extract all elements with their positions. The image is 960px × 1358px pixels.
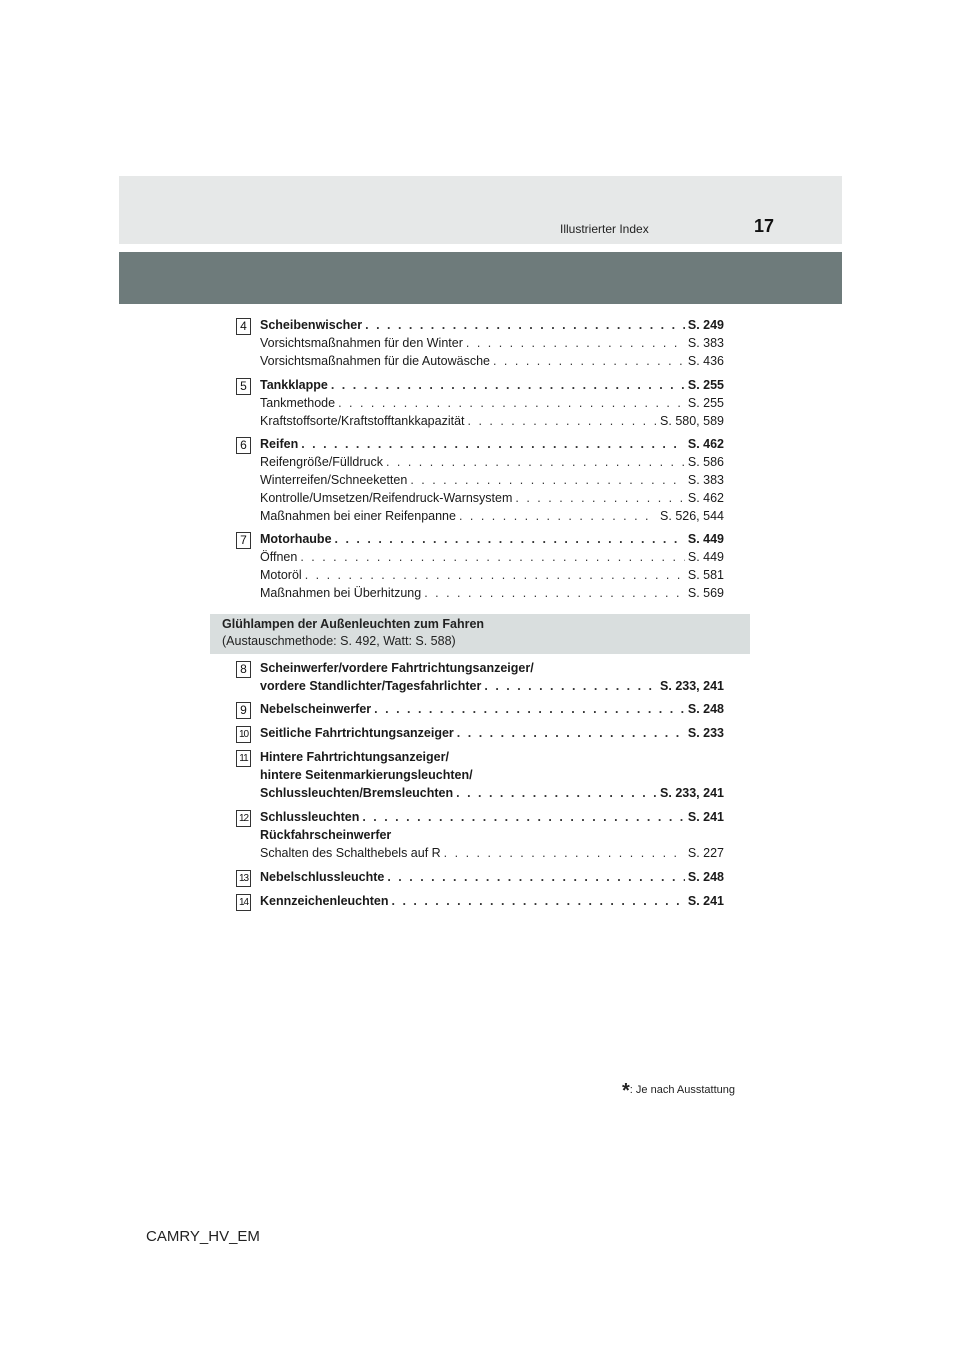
index-term: Maßnahmen bei einer Reifenpanne [260, 509, 456, 523]
index-line [260, 396, 724, 414]
index-term: Öffnen [260, 550, 298, 564]
index-group [240, 702, 724, 720]
leader-dots [493, 354, 685, 368]
page-reference[interactable]: S. 462 [687, 491, 724, 505]
page-reference[interactable]: S. 449 [687, 532, 724, 546]
leader-dots [387, 870, 685, 884]
index-line [260, 568, 724, 586]
index-term: Seitliche Fahrtrichtungsanzeiger [260, 726, 454, 740]
page-reference[interactable]: S. 241 [687, 894, 724, 908]
index-line [260, 786, 724, 804]
index-term: Winterreifen/Schneeketten [260, 473, 408, 487]
leader-dots [362, 810, 685, 824]
leader-dots [484, 679, 657, 693]
index-term: Nebelschlussleuchte [260, 870, 385, 884]
index-line [260, 894, 724, 912]
index-line [260, 810, 724, 828]
item-number-badge: 4 [236, 318, 251, 335]
index-line [260, 354, 724, 372]
leader-dots [515, 491, 684, 505]
leader-dots [338, 396, 685, 410]
leader-dots [456, 786, 657, 800]
page-reference[interactable]: S. 241 [687, 810, 724, 824]
index-group [240, 437, 724, 527]
page-reference[interactable]: S. 462 [687, 437, 724, 451]
index-line [260, 679, 724, 697]
index-group [238, 810, 724, 864]
footnote-star: * [622, 1080, 630, 1102]
index-line [260, 870, 724, 888]
index-line [260, 509, 724, 527]
footnote-text: : Je nach Ausstattung [629, 1084, 735, 1096]
page-reference[interactable]: S. 255 [687, 378, 724, 392]
index-line [260, 768, 724, 786]
index-term: Nebelscheinwerfer [260, 702, 372, 716]
index-term: hintere Seitenmarkierungsleuchten/ [260, 768, 473, 782]
index-line [260, 336, 724, 354]
index-term: Maßnahmen bei Überhitzung [260, 586, 422, 600]
index-term: Hintere Fahrtrichtungsanzeiger/ [260, 750, 449, 764]
leader-dots [410, 473, 685, 487]
leader-dots [466, 336, 685, 350]
page-reference[interactable]: S. 581 [687, 568, 724, 582]
leader-dots [335, 532, 685, 546]
index-line [260, 437, 724, 455]
index-line [260, 586, 724, 604]
page-reference[interactable]: S. 383 [687, 336, 724, 350]
index-term: Kraftstoffsorte/Kraftstofftankkapazität [260, 414, 465, 428]
page-reference[interactable]: S. 249 [687, 318, 724, 332]
leader-dots [301, 437, 685, 451]
leader-dots [444, 846, 685, 860]
index-term: Schlussleuchten/Bremsleuchten [260, 786, 454, 800]
item-number-badge: 11 [236, 750, 251, 767]
page-reference[interactable]: S. 255 [687, 396, 724, 410]
model-code: CAMRY_HV_EM [146, 1228, 260, 1245]
index-term: Vorsichtsmaßnahmen für die Autowäsche [260, 354, 490, 368]
index-line [260, 378, 724, 396]
item-number-badge: 7 [236, 532, 251, 549]
page-reference[interactable]: S. 248 [687, 702, 724, 716]
page-number: 17 [754, 216, 775, 236]
index-term: Tankklappe [260, 378, 328, 392]
index-term: Reifengröße/Fülldruck [260, 455, 383, 469]
item-number-badge: 10 [236, 726, 251, 743]
page-reference[interactable]: S. 436 [687, 354, 724, 368]
item-number-badge: 8 [236, 661, 251, 678]
index-line [260, 473, 724, 491]
item-number-badge: 5 [236, 378, 251, 395]
leader-dots [392, 894, 685, 908]
index-group [238, 726, 724, 744]
index-term: Tankmethode [260, 396, 336, 410]
leader-dots [374, 702, 685, 716]
index-line [260, 726, 724, 744]
page-reference[interactable]: S. 248 [687, 870, 724, 884]
index-line [260, 532, 724, 550]
index-group [240, 661, 724, 697]
page-reference[interactable]: S. 586 [687, 455, 724, 469]
index-term: Rückfahrscheinwerfer [260, 828, 392, 842]
page-reference[interactable]: S. 233 [687, 726, 724, 740]
leader-dots [457, 726, 685, 740]
item-number-badge: 6 [236, 437, 251, 454]
index-line [260, 414, 724, 432]
index-group [240, 318, 724, 372]
index-line [260, 846, 724, 864]
page-reference[interactable]: S. 580, 589 [660, 414, 724, 428]
lamp-section-subtitle: (Austauschmethode: S. 492, Watt: S. 588) [222, 634, 456, 648]
page-reference[interactable]: S. 233, 241 [660, 679, 724, 693]
index-line [260, 828, 724, 846]
page-reference[interactable]: S. 233, 241 [660, 786, 724, 800]
index-term: Vorsichtsmaßnahmen für den Winter [260, 336, 463, 350]
lamp-section-title: Glühlampen der Außenleuchten zum Fahren [222, 617, 485, 631]
index-term: Scheinwerfer/vordere Fahrtrichtungsanzeiger/ [260, 661, 534, 675]
index-term: Reifen [260, 437, 299, 451]
leader-dots [305, 568, 685, 582]
leader-dots [331, 378, 685, 392]
header-bar [119, 176, 842, 244]
section-title: Illustrierter Index [560, 222, 649, 236]
lamp-section-box [210, 614, 750, 654]
index-line [260, 550, 724, 568]
leader-dots [468, 414, 658, 428]
index-line [260, 661, 724, 679]
page-reference[interactable]: S. 449 [687, 550, 724, 564]
index-term: Kontrolle/Umsetzen/Reifendruck-Warnsystem [260, 491, 513, 505]
header-band [119, 252, 842, 304]
leader-dots [386, 455, 685, 469]
page-reference[interactable]: S. 383 [687, 473, 724, 487]
page-reference[interactable]: S. 227 [687, 846, 724, 860]
item-number-badge: 12 [236, 810, 251, 827]
index-group [238, 870, 724, 888]
index-line [260, 702, 724, 720]
index-line [260, 455, 724, 473]
index-line [260, 491, 724, 509]
index-line [260, 318, 724, 336]
index-term: vordere Standlichter/Tagesfahrlichter [260, 679, 482, 693]
index-term: Schlussleuchten [260, 810, 360, 824]
item-number-badge: 14 [236, 894, 251, 911]
page-reference[interactable]: S. 526, 544 [660, 509, 724, 523]
index-term: Motorhaube [260, 532, 332, 546]
leader-dots [365, 318, 685, 332]
index-group [240, 532, 724, 604]
index-term: Scheibenwischer [260, 318, 363, 332]
index-term: Motoröl [260, 568, 302, 582]
item-number-badge: 9 [236, 702, 251, 719]
leader-dots [300, 550, 685, 564]
item-number-badge: 13 [236, 870, 251, 887]
index-term: Schalten des Schalthebels auf R [260, 846, 441, 860]
index-line [260, 750, 724, 768]
index-group [240, 378, 724, 432]
leader-dots [459, 509, 657, 523]
index-group [238, 894, 724, 912]
index-term: Kennzeichenleuchten [260, 894, 389, 908]
footnote [622, 1080, 735, 1103]
page-reference[interactable]: S. 569 [687, 586, 724, 600]
index-group [239, 750, 724, 804]
leader-dots [424, 586, 685, 600]
